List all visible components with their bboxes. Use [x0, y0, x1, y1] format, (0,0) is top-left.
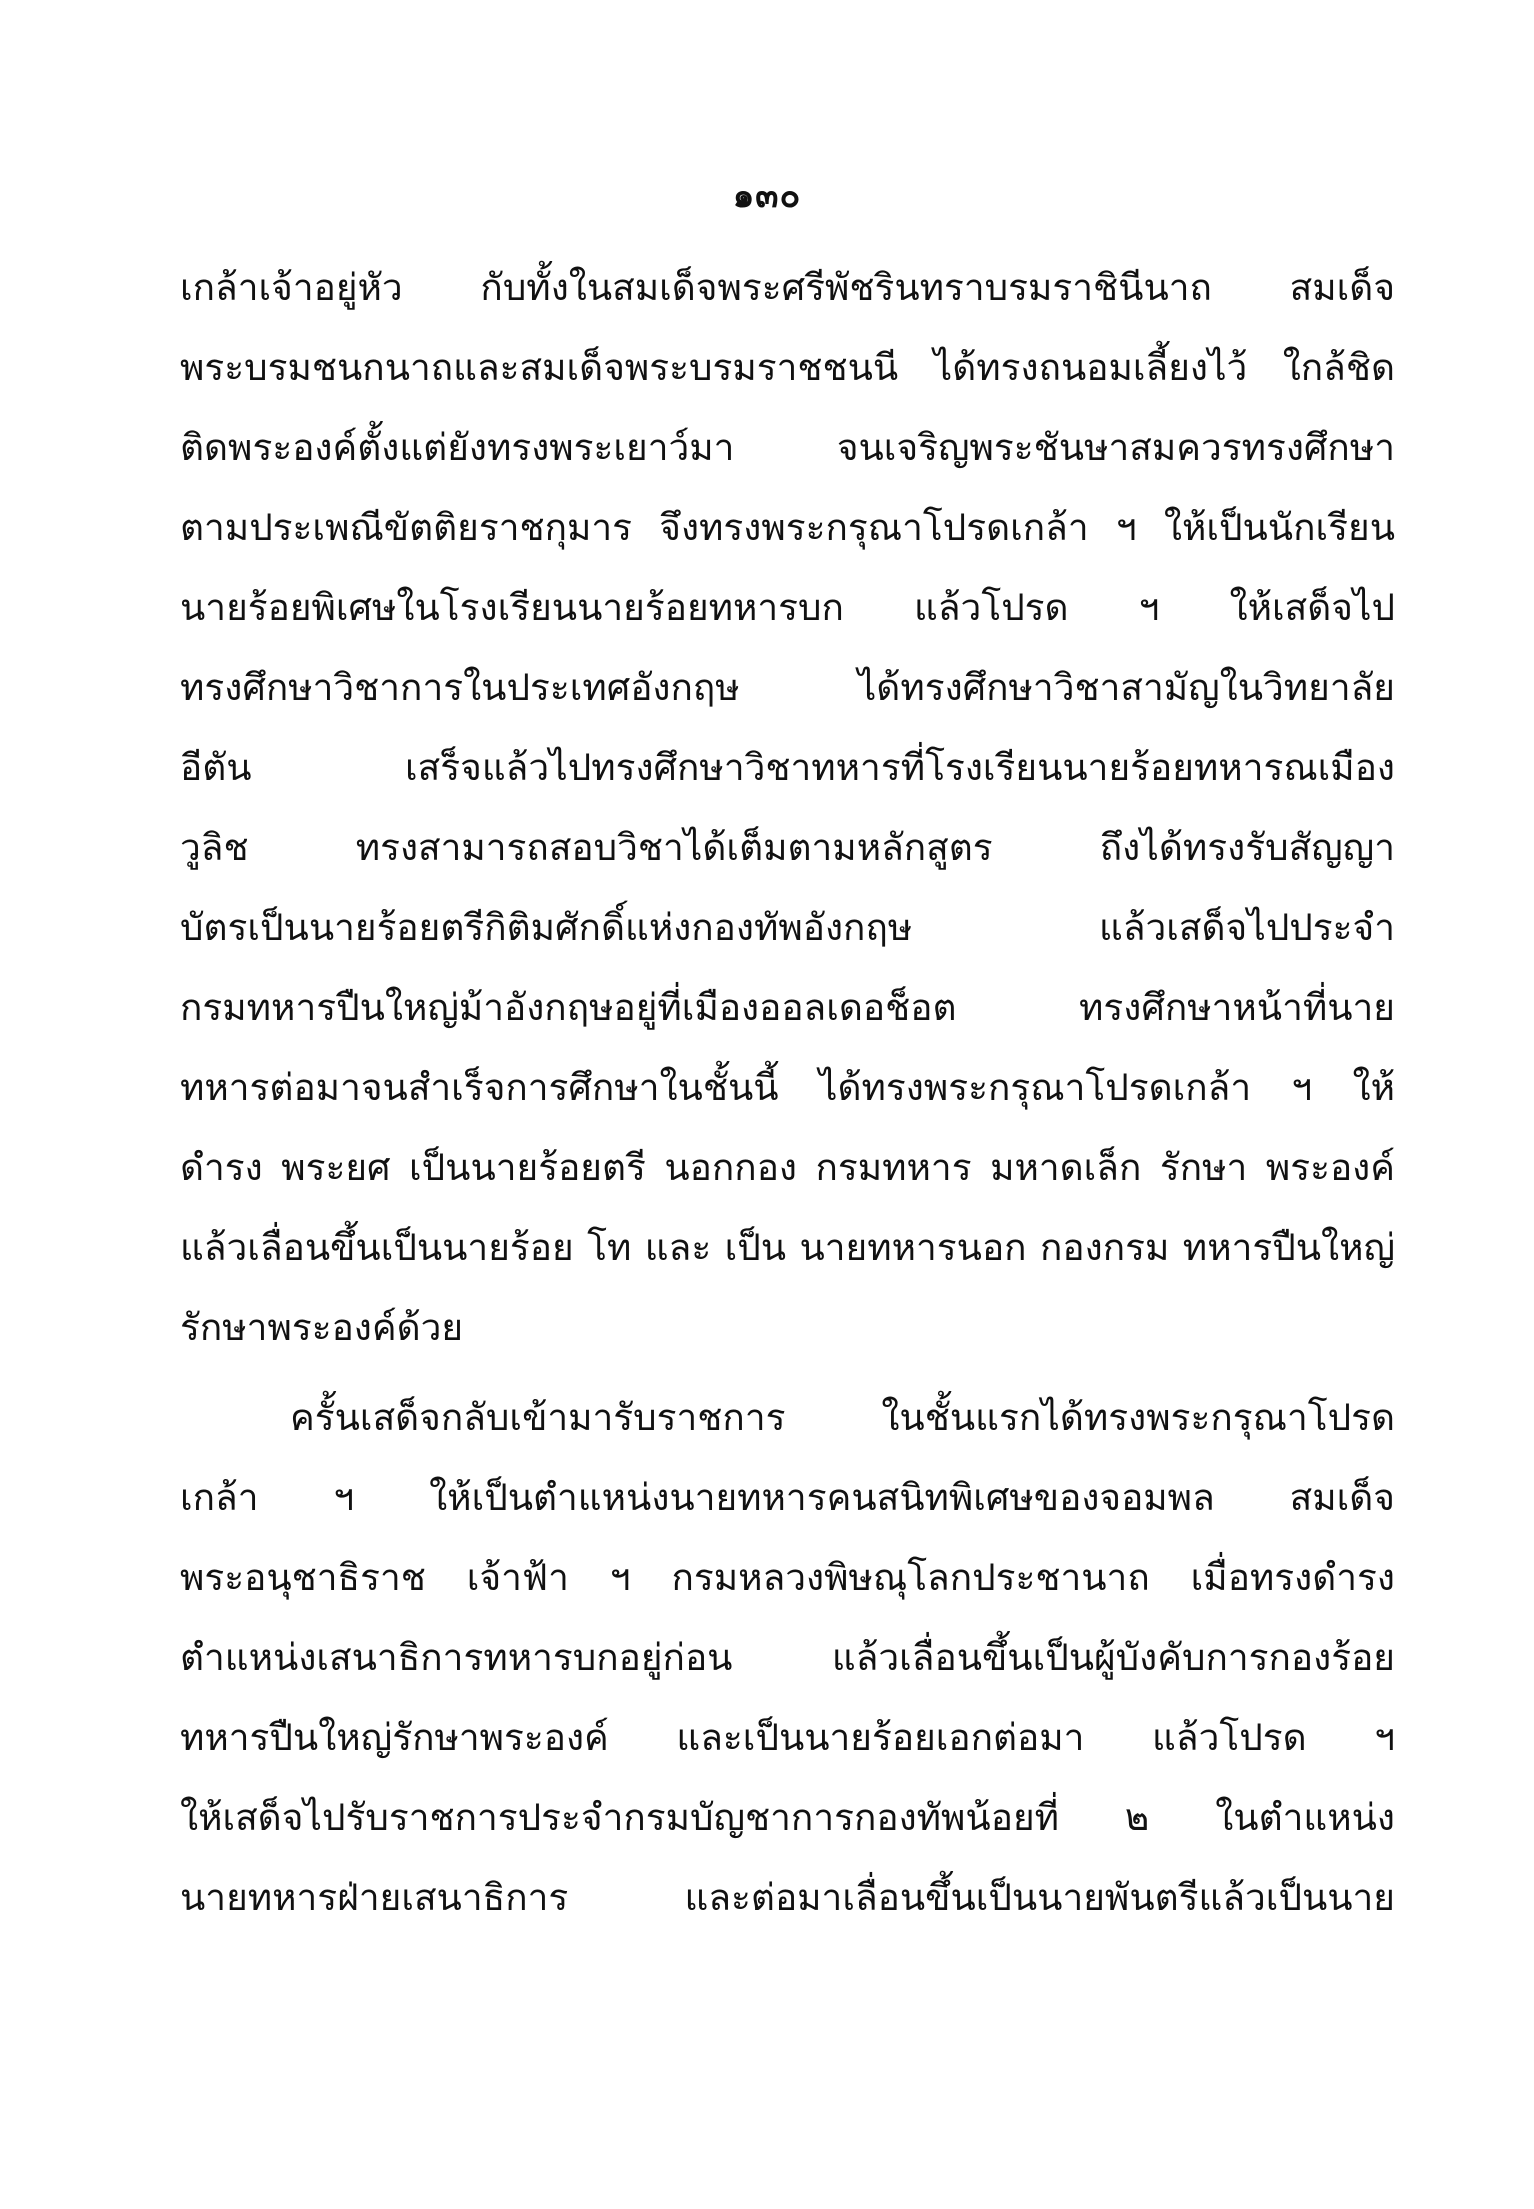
text-line: ทหารปืนใหญ่รักษาพระองค์ และเป็นนายร้อยเอกต่อมา แล้วโปรด ฯ [180, 1716, 1395, 1759]
text-line: ทรงศึกษาวิชาการในประเทศอังกฤษ ได้ทรงศึกษาวิชาสามัญในวิทยาลัย [180, 666, 1395, 709]
text-line: รักษาพระองค์ด้วย [180, 1306, 464, 1349]
text-line: กรมทหารปืนใหญ่ม้าอังกฤษอยู่ที่เมืองออลเดอช็อต ทรงศึกษาหน้าที่นาย [180, 986, 1395, 1029]
text-line: ตำแหน่งเสนาธิการทหารบกอยู่ก่อน แล้วเลื่อนขึ้นเป็นผู้บังคับการกองร้อย [180, 1636, 1395, 1679]
text-line: ทหารต่อมาจนสำเร็จการศึกษาในชั้นนี้ ได้ทรงพระกรุณาโปรดเกล้า ฯ ให้ [180, 1066, 1395, 1109]
text-line: บัตรเป็นนายร้อยตรีกิติมศักดิ์แห่งกองทัพอังกฤษ แล้วเสด็จไปประจำ [180, 906, 1395, 949]
text-line: วูลิช ทรงสามารถสอบวิชาได้เต็มตามหลักสูตร ถึงได้ทรงรับสัญญา [180, 826, 1395, 869]
body-text [180, 248, 1395, 1938]
page-number: ๑๓๐ [732, 176, 802, 216]
text-line: เกล้าเจ้าอยู่หัว กับทั้งในสมเด็จพระศรีพัชรินทราบรมราชินีนาถ สมเด็จ [180, 266, 1395, 309]
text-line: เกล้า ฯ ให้เป็นตำแหน่งนายทหารคนสนิทพิเศษของจอมพล สมเด็จ [180, 1476, 1395, 1519]
text-line: พระอนุชาธิราช เจ้าฟ้า ฯ กรมหลวงพิษณุโลกประชานาถ เมื่อทรงดำรง [180, 1556, 1395, 1599]
text-line: นายทหารฝ่ายเสนาธิการ และต่อมาเลื่อนขึ้นเป็นนายพันตรีแล้วเป็นนาย [180, 1876, 1395, 1919]
text-line: แล้วเลื่อนขึ้นเป็นนายร้อย โท และ เป็น นายทหารนอก กองกรม ทหารปืนใหญ่ [180, 1226, 1395, 1269]
text-line: ครั้นเสด็จกลับเข้ามารับราชการ ในชั้นแรกได้ทรงพระกรุณาโปรด [290, 1396, 1395, 1439]
text-line: อีตัน เสร็จแล้วไปทรงศึกษาวิชาทหารที่โรงเรียนนายร้อยทหารณเมือง [180, 746, 1395, 789]
text-line: ให้เสด็จไปรับราชการประจำกรมบัญชาการกองทัพน้อยที่ ๒ ในตำแหน่ง [180, 1796, 1395, 1839]
text-line: นายร้อยพิเศษในโรงเรียนนายร้อยทหารบก แล้วโปรด ฯ ให้เสด็จไป [180, 586, 1395, 629]
text-line: ตามประเพณีขัตติยราชกุมาร จึงทรงพระกรุณาโปรดเกล้า ฯ ให้เป็นนักเรียน [180, 506, 1395, 549]
text-line: ดำรง พระยศ เป็นนายร้อยตรี นอกกอง กรมทหาร มหาดเล็ก รักษา พระองค์ [180, 1146, 1395, 1189]
text-line: พระบรมชนกนาถและสมเด็จพระบรมราชชนนี ได้ทรงถนอมเลี้ยงไว้ ใกล้ชิด [180, 346, 1395, 389]
text-line: ติดพระองค์ตั้งแต่ยังทรงพระเยาว์มา จนเจริญพระชันษาสมควรทรงศึกษา [180, 426, 1395, 469]
